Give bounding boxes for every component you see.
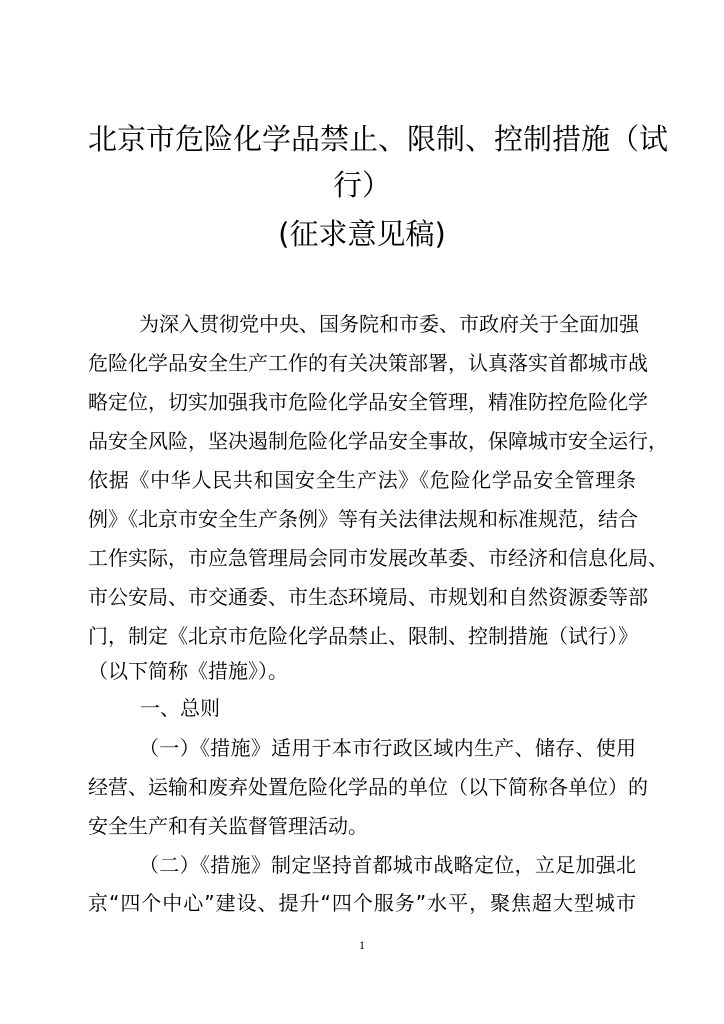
body-line-14: 安全生产和有关监督管理活动。	[88, 814, 368, 838]
body-line-8: 市公安局、市交通委、市生态环境局、市规划和自然资源委等部	[88, 585, 648, 609]
section-heading-general: 一、总则	[140, 696, 220, 720]
document-subtitle: (征求意见稿)	[278, 217, 446, 251]
body-line-2: 危险化学品安全生产工作的有关决策部署，认真落实首都城市战	[88, 351, 648, 375]
body-line-12: （一）《措施》适用于本市行政区域内生产、储存、使用	[139, 736, 636, 760]
body-line-10: （以下简称《措施》）。	[88, 659, 288, 683]
body-line-16: 京“四个中心”建设、提升“四个服务”水平，聚焦超大型城市	[88, 891, 636, 915]
body-line-6: 例》《北京市安全生产条例》等有关法律法规和标准规范，结合	[88, 507, 638, 531]
document-title-line-2: 行）	[332, 168, 391, 202]
body-line-15: （二）《措施》制定坚持首都城市战略定位，立足加强北	[139, 853, 636, 877]
body-line-1: 为深入贯彻党中央、国务院和市委、市政府关于全面加强	[139, 312, 639, 336]
document-title-line-1: 北京市危险化学品禁止、限制、控制措施（试	[88, 122, 669, 156]
page-number: 1	[359, 938, 365, 952]
body-line-3: 略定位，切实加强我市危险化学品安全管理，精准防控危险化学	[88, 390, 648, 414]
body-line-13: 经营、运输和废弃处置危险化学品的单位（以下简称各单位）的	[88, 775, 648, 799]
body-line-4: 品安全风险，坚决遏制危险化学品安全事故，保障城市安全运行，	[88, 429, 668, 453]
body-line-7: 工作实际，市应急管理局会同市发展改革委、市经济和信息化局、	[88, 546, 668, 570]
body-line-9: 门，制定《北京市危险化学品禁止、限制、控制措施（试行）》	[88, 624, 638, 648]
body-line-5: 依据《中华人民共和国安全生产法》《危险化学品安全管理条	[88, 468, 636, 492]
